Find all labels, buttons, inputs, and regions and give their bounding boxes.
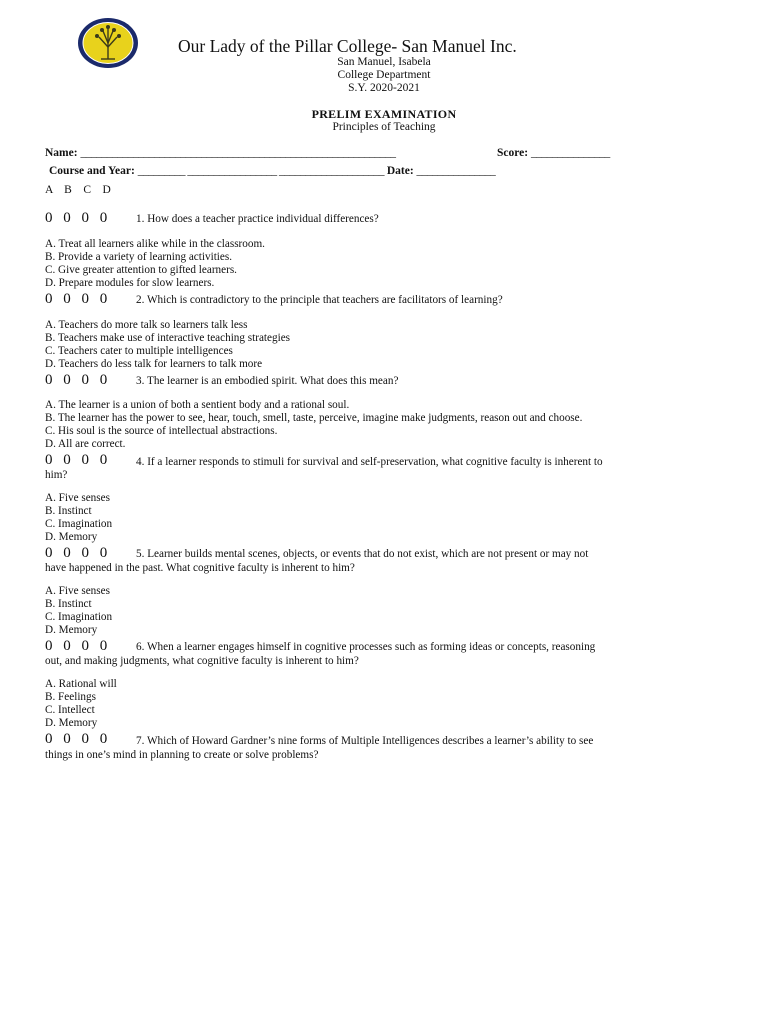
question-4-option-c: C. Imagination	[45, 518, 113, 530]
question-5-text-line1: 5. Learner builds mental scenes, objects, or events that do not exist, which are not present or may not	[136, 548, 589, 560]
question-3-option-a: A. The learner is a union of both a sentient body and a rational soul.	[45, 399, 350, 411]
answer-bubbles-q5[interactable]: 0 0 0 0	[45, 545, 111, 561]
question-5-option-c: C. Imagination	[45, 611, 113, 623]
score-field	[497, 147, 610, 159]
course-blank[interactable]: _________ _________________ ____________________	[137, 165, 384, 177]
name-label: Name:	[45, 147, 78, 159]
answer-bubbles-q1[interactable]: 0 0 0 0	[45, 210, 111, 226]
question-7-text-line2: things in one’s mind in planning to create or solve problems?	[45, 749, 319, 761]
question-1-text: 1. How does a teacher practice individual differences?	[136, 213, 379, 225]
name-blank[interactable]: ____________________________________________________________	[80, 147, 396, 159]
name-field	[45, 147, 395, 159]
question-2-option-a: A. Teachers do more talk so learners talk less	[45, 319, 248, 331]
question-5-text-line2: have happened in the past. What cognitive faculty is inherent to him?	[45, 562, 355, 574]
question-6-text-line2: out, and making judgments, what cognitive faculty is inherent to him?	[45, 655, 359, 667]
question-6-option-d: D. Memory	[45, 717, 98, 729]
question-3-option-d: D. All are correct.	[45, 438, 126, 450]
school-year: S.Y. 2020-2021	[348, 82, 420, 94]
question-4-option-a: A. Five senses	[45, 492, 110, 504]
question-1-option-d: D. Prepare modules for slow learners.	[45, 277, 215, 289]
question-2-option-b: B. Teachers make use of interactive teaching strategies	[45, 332, 291, 344]
question-2-option-d: D. Teachers do less talk for learners to talk more	[45, 358, 263, 370]
question-6-option-a: A. Rational will	[45, 678, 117, 690]
answer-column-header: A B C D	[45, 184, 111, 196]
answer-bubbles-q7[interactable]: 0 0 0 0	[45, 731, 111, 747]
question-6-text-line1: 6. When a learner engages himself in cognitive processes such as forming ideas or concepts, reasoning	[136, 641, 596, 653]
question-3-option-b: B. The learner has the power to see, hear, touch, smell, taste, perceive, imagine make judgments, reason out and choose.	[45, 412, 583, 424]
question-4-option-b: B. Instinct	[45, 505, 92, 517]
answer-bubbles-q3[interactable]: 0 0 0 0	[45, 372, 111, 388]
college-department: College Department	[337, 69, 431, 81]
question-4-text-line2: him?	[45, 469, 68, 481]
score-blank[interactable]: _______________	[530, 147, 610, 159]
question-5-option-b: B. Instinct	[45, 598, 92, 610]
question-2-text: 2. Which is contradictory to the principle that teachers are facilitators of learning?	[136, 294, 503, 306]
question-1-option-a: A. Treat all learners alike while in the classroom.	[45, 238, 265, 250]
question-2-option-c: C. Teachers cater to multiple intelligences	[45, 345, 233, 357]
question-7-text-line1: 7. Which of Howard Gardner’s nine forms of Multiple Intelligences describes a learner’s ability to see	[136, 735, 594, 747]
course-field	[49, 165, 495, 177]
answer-bubbles-q6[interactable]: 0 0 0 0	[45, 638, 111, 654]
answer-bubbles-q2[interactable]: 0 0 0 0	[45, 291, 111, 307]
question-6-option-c: C. Intellect	[45, 704, 95, 716]
question-1-option-c: C. Give greater attention to gifted learners.	[45, 264, 237, 276]
answer-bubbles-q4[interactable]: 0 0 0 0	[45, 452, 111, 468]
date-blank[interactable]: _______________	[416, 165, 496, 177]
question-3-text: 3. The learner is an embodied spirit. What does this mean?	[136, 375, 399, 387]
college-name: Our Lady of the Pillar College- San Manuel Inc.	[178, 36, 517, 56]
score-label: Score:	[497, 147, 529, 159]
question-4-option-d: D. Memory	[45, 531, 98, 543]
question-3-option-c: C. His soul is the source of intellectual abstractions.	[45, 425, 278, 437]
question-5-option-d: D. Memory	[45, 624, 98, 636]
question-4-text-line1: 4. If a learner responds to stimuli for survival and self-preservation, what cognitive faculty is inherent to	[136, 456, 603, 468]
course-label: Course and Year:	[49, 165, 135, 177]
exam-title: PRELIM EXAMINATION	[311, 107, 457, 121]
question-6-option-b: B. Feelings	[45, 691, 96, 703]
question-1-option-b: B. Provide a variety of learning activities.	[45, 251, 233, 263]
exam-subject: Principles of Teaching	[332, 121, 436, 133]
college-address: San Manuel, Isabela	[337, 56, 431, 68]
date-label: Date:	[386, 165, 414, 177]
question-5-option-a: A. Five senses	[45, 585, 110, 597]
